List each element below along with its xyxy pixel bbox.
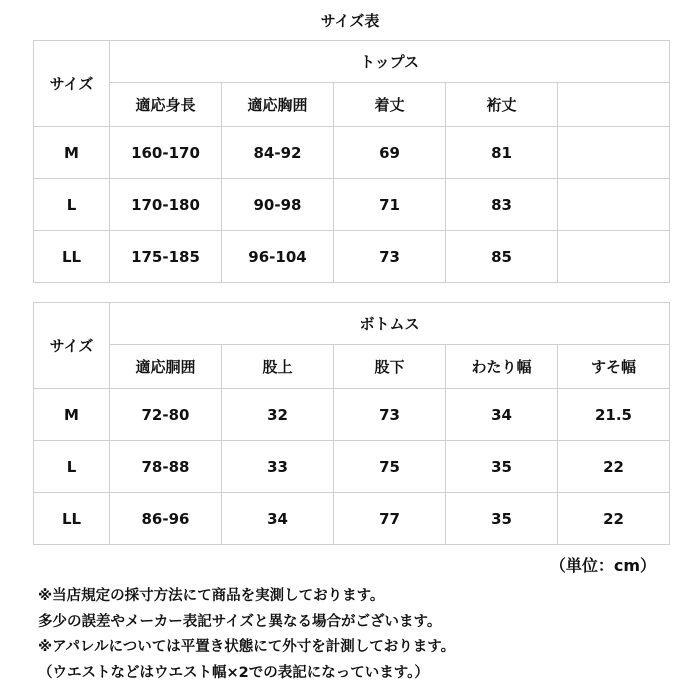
table-cell: 170-180 (110, 179, 222, 231)
table-cell: 84-92 (222, 127, 334, 179)
column-header: 裄丈 (446, 83, 558, 127)
table-cell: 71 (334, 179, 446, 231)
table-cell: 69 (334, 127, 446, 179)
table-row (34, 441, 670, 493)
table-cell: 73 (334, 389, 446, 441)
column-header: すそ幅 (558, 345, 670, 389)
table-row (34, 127, 670, 179)
note-line: ※当店規定の採寸方法にて商品を実測しております。 (38, 588, 385, 604)
category-header: ボトムス (110, 303, 670, 345)
column-header: 適応胴囲 (110, 345, 222, 389)
table-cell: 90-98 (222, 179, 334, 231)
table-cell: 22 (558, 493, 670, 545)
table-cell: 73 (334, 231, 446, 283)
table-cell: 78-88 (110, 441, 222, 493)
table-row (34, 179, 670, 231)
table-cell: 34 (222, 493, 334, 545)
notes (38, 584, 455, 686)
tops-size-table (33, 40, 670, 283)
table-cell: 72-80 (110, 389, 222, 441)
table-row (34, 231, 670, 283)
table-cell: 85 (446, 231, 558, 283)
size-label: LL (34, 493, 110, 545)
size-label: LL (34, 231, 110, 283)
size-header: サイズ (34, 41, 110, 127)
size-label: M (34, 389, 110, 441)
column-header: 股上 (222, 345, 334, 389)
column-header: 適応身長 (110, 83, 222, 127)
table-row (34, 493, 670, 545)
table-cell: 81 (446, 127, 558, 179)
table-cell (558, 179, 670, 231)
table-cell: 35 (446, 493, 558, 545)
category-header: トップス (110, 41, 670, 83)
table-cell (558, 127, 670, 179)
table-cell: 83 (446, 179, 558, 231)
note-line: 多少の誤差やメーカー表記サイズと異なる場合がございます。 (38, 613, 442, 630)
table-cell: 22 (558, 441, 670, 493)
column-header: 着丈 (334, 83, 446, 127)
column-header: 適応胸囲 (222, 83, 334, 127)
size-header: サイズ (34, 303, 110, 389)
table-cell (558, 231, 670, 283)
note-line: （ウエストなどはウエスト幅×2での表記になっています。） (38, 664, 429, 681)
column-header: 股下 (334, 345, 446, 389)
note-line: ※アパレルについては平置き状態にて外寸を計測しております。 (38, 639, 456, 655)
table-cell: 160-170 (110, 127, 222, 179)
size-label: L (34, 441, 110, 493)
table-cell: 32 (222, 389, 334, 441)
table-cell: 35 (446, 441, 558, 493)
page-title: サイズ表 (320, 12, 380, 30)
size-label: M (34, 127, 110, 179)
size-label: L (34, 179, 110, 231)
table-cell: 96-104 (222, 231, 334, 283)
table-cell: 77 (334, 493, 446, 545)
bottoms-size-table (33, 302, 670, 545)
table-cell: 175-185 (110, 231, 222, 283)
column-header: わたり幅 (446, 345, 558, 389)
table-cell: 75 (334, 441, 446, 493)
table-cell: 34 (446, 389, 558, 441)
column-header (558, 83, 670, 127)
unit-label: （単位：cm） (549, 556, 656, 575)
table-cell: 21.5 (558, 389, 670, 441)
table-row (34, 389, 670, 441)
table-cell: 86-96 (110, 493, 222, 545)
table-cell: 33 (222, 441, 334, 493)
